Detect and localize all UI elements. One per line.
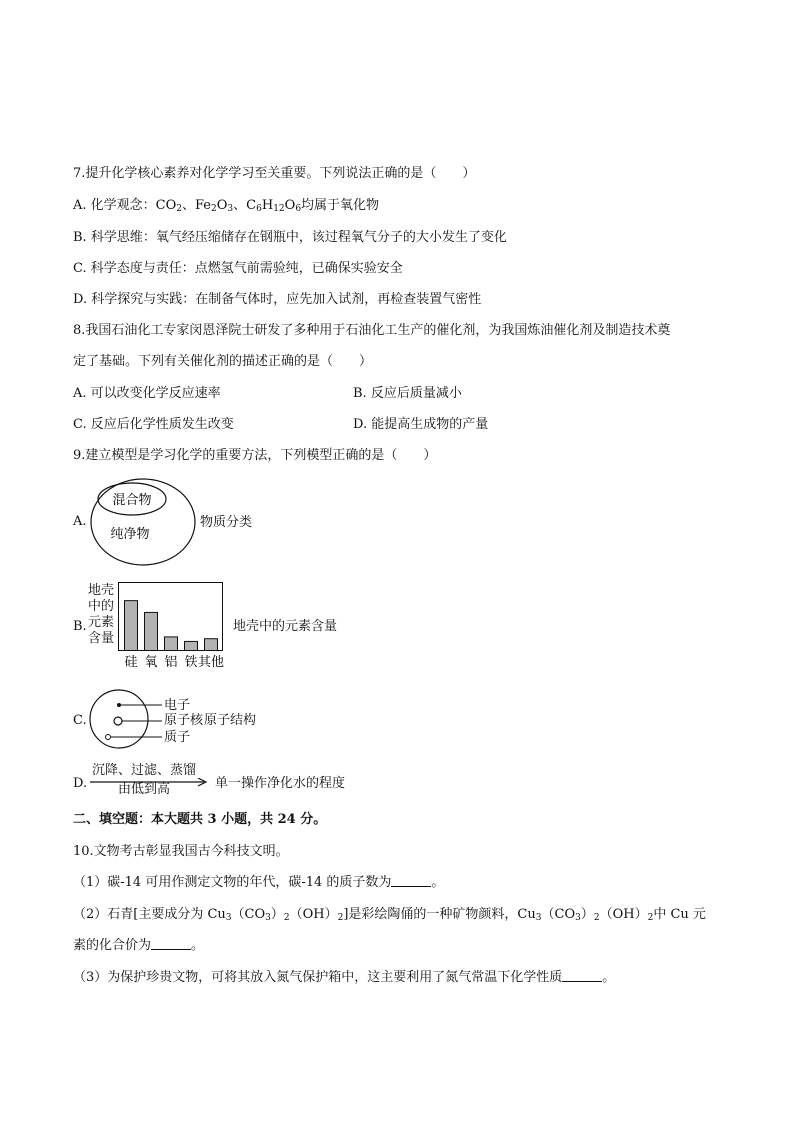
answer-blank [562,969,602,982]
q9-option-a-caption: 物质分类 [200,515,253,530]
q8-stem-line2: 定了基础。下列有关催化剂的描述正确的是（ ） [73,354,373,369]
q9-stem: 9.建立模型是学习化学的重要方法，下列模型正确的是（ ） [73,448,437,463]
q9-option-c-caption: 原子结构 [204,713,257,728]
q10-part-1: （1）碳-14 可用作测定文物的年代，碳-14 的质子数为 。 [73,875,445,890]
chart-y-label: 地壳 中的 元素 含量 [88,583,115,646]
q10-part-3: （3）为保护珍贵文物，可将其放入氮气保护箱中，这主要利用了氮气常温下化学性质 。 [73,970,616,985]
q7-option-c: C. 科学态度与责任：点燃氢气前需验纯，已确保实验安全 [73,261,403,276]
outer-ellipse [91,479,195,565]
q8-option-a: A. 可以改变化学反应速率 [73,386,221,401]
section-2-heading: 二、填空题：本大题共 3 小题，共 24 分。 [73,812,327,827]
x-tick-label: 铝 [164,655,178,670]
q8-option-c: C. 反应后化学性质发生改变 [73,417,234,432]
electron-dot [117,703,121,707]
inner-label: 混合物 [112,493,152,508]
q8-option-d: D. 能提高生成物的产量 [353,417,489,432]
arrow-bottom-label: 由低到高 [118,782,171,797]
answer-blank [151,937,191,950]
bar-氧 [145,612,158,650]
classification-diagram [88,475,198,569]
q8-option-b: B. 反应后质量减小 [353,386,462,401]
q7-option-b: B. 科学思维：氧气经压缩储存在钢瓶中，该过程氧气分子的大小发生了变化 [73,230,507,245]
q9-option-d-letter: D. [73,776,88,791]
answer-blank [391,874,431,887]
arrow-top-label: 沉降、过滤、蒸馏 [92,763,197,778]
x-tick-label: 其他 [197,655,225,670]
x-tick-label: 铁 [184,655,198,670]
q9-option-b-letter: B. [73,619,87,634]
q7-option-d: D. 科学探究与实践：在制备气体时，应先加入试剂，再检查装置气密性 [73,292,482,307]
element-content-chart [118,582,228,670]
q9-option-a-letter: A. [73,514,87,529]
outer-label: 纯净物 [110,527,150,542]
atom-label-nucleus: 原子核 [164,713,204,728]
q10-part-2-line2: 素的化合价为 。 [73,938,205,953]
q9-option-d-caption: 单一操作净化水的程度 [215,776,346,791]
bar-铝 [165,637,178,651]
q7-option-a: A. 化学观念：$CO_2$、$Fe_2O_3$、$C_6H_{12}O_6$均属于氧化物 [73,198,380,214]
q10-part-2-line1: （2）石青[主要成分为 $Cu_3(CO_3)_2(OH)_2$]是彩绘陶俑的一种矿物颜料，$Cu_3(CO_3)_2(OH)_2$中 Cu 元 [73,907,706,923]
q7-stem: 7.提升化学核心素养对化学学习至关重要。下列说法正确的是（ ） [73,166,476,181]
atom-label-proton: 质子 [164,730,191,745]
bar-硅 [125,601,138,651]
x-tick-label: 硅 [124,655,138,670]
q8-stem-line1: 8.我国石油化工专家闵恩泽院士研发了多种用于石油化工生产的催化剂，为我国炼油催化剂及制造技术奠 [73,323,671,338]
atom-label-electron: 电子 [164,698,191,713]
q9-option-b-caption: 地壳中的元素含量 [233,619,338,634]
nucleus-circle [114,717,122,725]
proton-circle [106,735,111,740]
q9-option-c-letter: C. [73,713,87,728]
bar-铁 [185,641,198,650]
x-tick-label: 氧 [144,655,158,670]
q10-stem: 10.文物考古彰显我国古今科技文明。 [73,844,289,859]
bar-其他 [205,639,218,651]
